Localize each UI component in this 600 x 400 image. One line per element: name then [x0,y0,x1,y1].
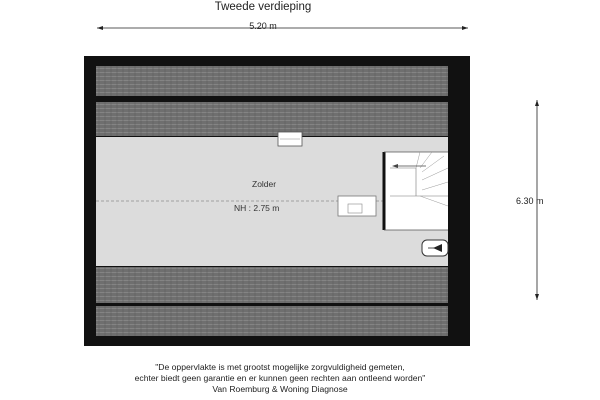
room-name: Zolder [252,179,277,189]
roof-slope-top-outer [96,66,448,96]
height-dimension-label: 6.30 m [516,196,544,206]
floor-title: Tweede verdieping [214,1,312,13]
disclaimer-line-2: echter biedt geen garantie en er kunnen geen rechten aan ontleend worden" [134,373,426,383]
disclaimer-line-1: "De oppervlakte is met grootst mogelijke zorgvuldigheid gemeten, [155,362,405,372]
width-dimension-label: 5.20 m [249,21,277,31]
roof-slope-bottom [96,267,448,303]
roof-slope-bottom-outer [96,306,448,336]
staircase [384,152,448,230]
boiler-unit [422,240,448,256]
room-height-note: NH : 2.75 m [234,203,280,213]
company-name: Van Roemburg & Woning Diagnose [212,384,348,394]
width-dimension-line [97,26,468,30]
roof-slope-top [96,102,448,136]
height-dimension-line [535,100,539,300]
attic-hatch [338,196,376,216]
